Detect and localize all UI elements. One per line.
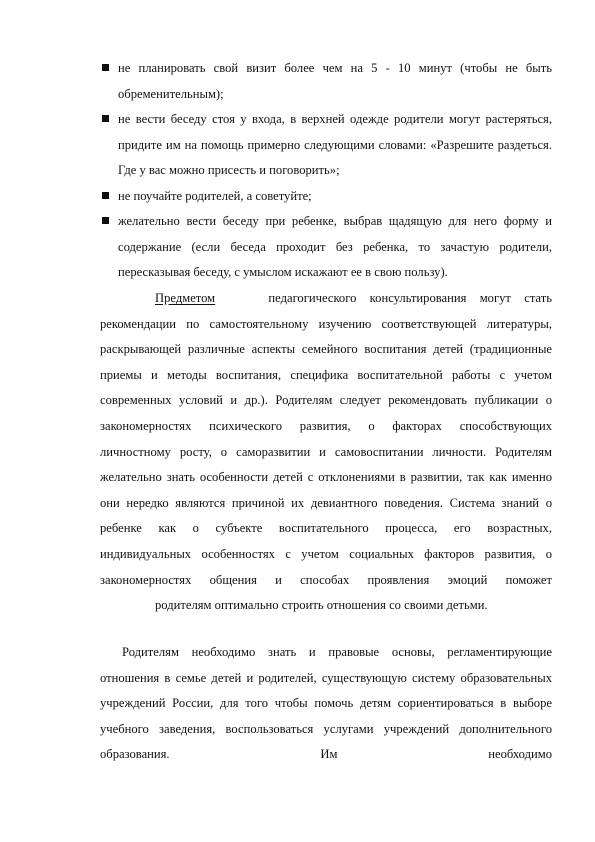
paragraph-text: Родителям необходимо знать и правовые основы, регламентирующие отношения в семье детей и родителей, существующую систему образовательных учреждений России, для того чтобы помочь детям сориентироваться в выборе учебного заведения, воспользоваться услугами учреждений дополнительного образования. Им необходимо [100,645,552,762]
list-item [100,56,552,107]
paragraph-legal-basics [100,640,552,768]
list-item [100,209,552,286]
recommendation-list [100,56,552,286]
underlined-keyword: Предметом [155,291,216,305]
square-bullet-icon [102,217,109,224]
list-item-text: не вести беседу стоя у входа, в верхней одежде родители могут растеряться, придите им на помощь примерно следующими словами: «Разрешите раздеться. Где у вас можно присесть и поговорить»; [118,112,552,177]
list-item [100,184,552,210]
square-bullet-icon [102,64,109,71]
square-bullet-icon [102,115,109,122]
list-item-text: не поучайте родителей, а советуйте; [118,188,312,203]
paragraph-text: педагогического консультирования могут стать рекомендации по самостоятельному изучению соответствующей литературы, раскрывающей различные аспекты семейного воспитания детей (традиционные приемы и методы воспитания, специфика воспитательной работы с учетом современных условий и др.). Родителям следует рекомендовать публикации о закономерностях психического развития, о факторах способствующих личностному росту, о саморазвитии и самовоспитании личности. Родителям желательно знать особенности детей с отклонениями в развитии, так как именно они нередко являются причиной их девиантного поведения. Система знаний о ребенке как о субъекте воспитательного процесса, его возрастных, индивидуальных особенностях с учетом социальных факторов развития, о закономерностях общения и способах проявления эмоций поможет [100,291,553,587]
list-item-text: желательно вести беседу при ребенке, выбрав щадящую для него форму и содержание (если беседа проходит без ребенка, то зачастую родители, пересказывая беседу, с умыслом искажают ее в свою пользу). [118,214,552,279]
list-item-text: не планировать свой визит более чем на 5 - 10 минут (чтобы не быть обременительным); [118,61,552,101]
square-bullet-icon [102,192,109,199]
paragraph-consulting-subject [100,286,552,619]
paragraph-last-line: родителям оптимально строить отношения со своими детьми. [155,598,488,613]
list-item [100,107,552,184]
